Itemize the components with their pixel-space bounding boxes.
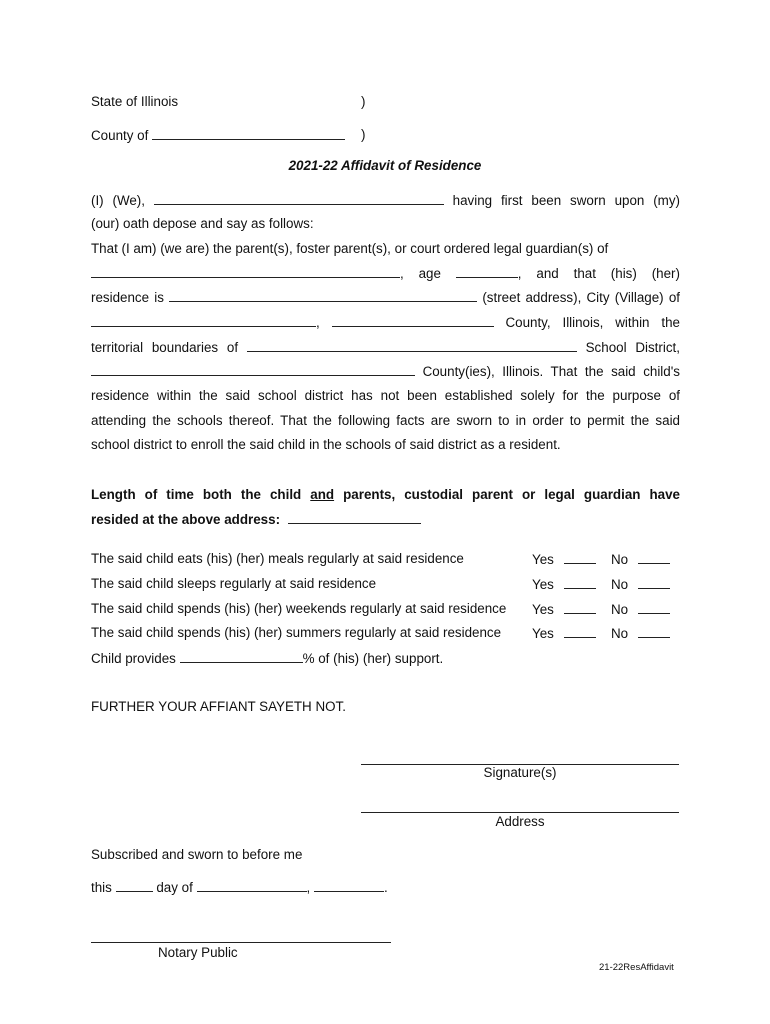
age-blank[interactable]	[456, 265, 518, 278]
question-4-yes	[532, 625, 596, 641]
paren-right: )	[361, 127, 366, 142]
yes-blank[interactable]	[564, 576, 596, 589]
body-line-10	[91, 413, 680, 428]
text: ,	[400, 266, 404, 281]
text: No	[611, 626, 629, 641]
text: Length of time both the child	[91, 487, 302, 502]
question-3-text: The said child spends (his) (her) weekends regularly at said residence	[91, 601, 507, 616]
question-4-text: The said child spends (his) (her) summers regularly at said residence	[91, 625, 502, 640]
text: School District,	[585, 340, 680, 355]
text: territorial boundaries of	[91, 340, 239, 355]
body-line-8	[91, 363, 680, 379]
yes-blank[interactable]	[564, 625, 596, 638]
text: ,	[316, 315, 320, 330]
month-blank[interactable]	[197, 879, 307, 892]
text: (street address), City (Village) of	[482, 290, 680, 305]
further-statement: FURTHER YOUR AFFIANT SAYETH NOT.	[91, 699, 346, 714]
body-line-4	[91, 265, 680, 281]
county-label: County of	[91, 128, 149, 143]
text: and	[310, 487, 335, 502]
body-line-6	[91, 314, 680, 330]
question-2-text: The said child sleeps regularly at said residence	[91, 576, 377, 591]
notary-label: Notary Public	[158, 945, 238, 960]
body-line-2: (our) oath depose and say as follows:	[91, 216, 314, 231]
body-line-11: school district to enroll the said child in the schools of said district as a resident.	[91, 437, 561, 452]
signature-label: Signature(s)	[483, 765, 557, 780]
length-line-1	[91, 487, 680, 502]
sworn-statement: Subscribed and sworn to before me	[91, 847, 303, 862]
footer-code: 21-22ResAffidavit	[599, 962, 674, 973]
document-title: 2021-22 Affidavit of Residence	[288, 158, 482, 173]
paren-right: )	[361, 94, 366, 109]
yes-blank[interactable]	[564, 551, 596, 564]
child-name-blank[interactable]	[91, 265, 400, 278]
date-line	[91, 879, 388, 895]
no-blank[interactable]	[638, 576, 670, 589]
support-line	[91, 650, 443, 666]
state-label: State of Illinois	[91, 94, 179, 109]
body-line-5	[91, 289, 680, 305]
text: day of	[156, 880, 193, 895]
address-line[interactable]	[361, 812, 679, 813]
address-label: Address	[495, 814, 545, 829]
text: this	[91, 880, 112, 895]
text: within	[615, 315, 650, 330]
length-blank[interactable]	[288, 511, 421, 524]
support-percent-blank[interactable]	[180, 650, 303, 663]
body-line-9	[91, 388, 680, 403]
school-district-blank[interactable]	[247, 339, 577, 352]
text: Illinois,	[562, 315, 604, 330]
text: Child provides	[91, 651, 176, 666]
question-3-no	[611, 601, 670, 617]
text: and	[536, 266, 559, 281]
names-blank[interactable]	[154, 192, 444, 205]
county-line	[91, 127, 345, 143]
text: County(ies), Illinois. That the said child's	[422, 364, 680, 379]
text: (his)	[610, 266, 637, 281]
question-1-no	[611, 551, 670, 567]
yes-blank[interactable]	[564, 601, 596, 614]
question-2-yes	[532, 576, 596, 592]
text: the	[661, 315, 680, 330]
text: (her)	[651, 266, 680, 281]
county-blank[interactable]	[152, 127, 345, 140]
text: age	[418, 266, 441, 281]
no-blank[interactable]	[638, 601, 670, 614]
text: attending the schools thereof. That the following facts are sworn to in order to permit the said	[91, 413, 680, 428]
text: (I) (We),	[91, 193, 145, 208]
text: % of (his) (her) support.	[302, 651, 444, 666]
text: Yes	[532, 552, 554, 567]
street-address-blank[interactable]	[169, 289, 477, 302]
county-name-blank[interactable]	[332, 314, 494, 327]
question-3-yes	[532, 601, 596, 617]
year-blank[interactable]	[314, 879, 384, 892]
text: .	[384, 880, 388, 895]
day-blank[interactable]	[116, 879, 153, 892]
text: County,	[505, 315, 551, 330]
text: ,	[517, 266, 522, 281]
body-line-7	[91, 339, 680, 355]
no-blank[interactable]	[638, 625, 670, 638]
text: that	[573, 266, 596, 281]
text: No	[611, 602, 629, 617]
text: parents, custodial parent or legal guardian have	[343, 487, 680, 502]
text: ,	[306, 880, 311, 895]
length-line-2	[91, 511, 421, 527]
text: residence is	[91, 290, 164, 305]
text: having first been sworn upon (my)	[452, 193, 680, 208]
text: Yes	[532, 602, 554, 617]
counties-blank[interactable]	[91, 363, 415, 376]
text: No	[611, 577, 629, 592]
text: Yes	[532, 577, 554, 592]
no-blank[interactable]	[638, 551, 670, 564]
text: residence within the said school district has not been established solely for the purpose of	[91, 388, 680, 403]
body-line-1	[91, 192, 680, 208]
question-1-yes	[532, 551, 596, 567]
notary-line[interactable]	[91, 942, 391, 943]
city-blank[interactable]	[91, 314, 316, 327]
question-4-no	[611, 625, 670, 641]
text: No	[611, 552, 629, 567]
text: Yes	[532, 626, 554, 641]
body-line-3: That (I am) (we are) the parent(s), foster parent(s), or court ordered legal guardian(s) of	[91, 241, 609, 256]
question-2-no	[611, 576, 670, 592]
question-1-text: The said child eats (his) (her) meals regularly at said residence	[91, 551, 464, 566]
text: resided at the above address:	[91, 512, 281, 527]
